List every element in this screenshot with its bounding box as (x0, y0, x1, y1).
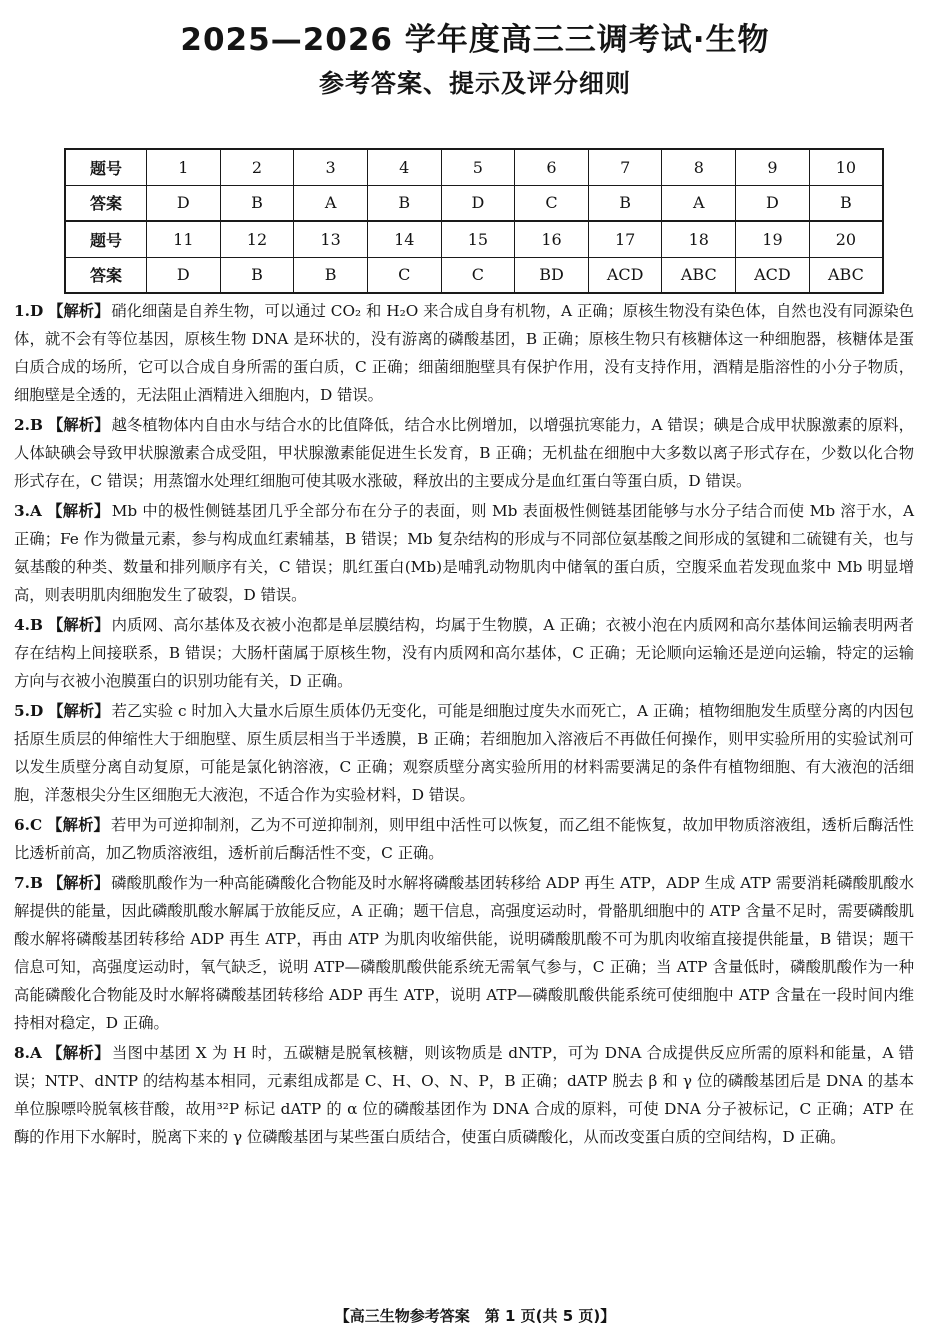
question-number: 6.C (14, 816, 43, 834)
table-cell: 4 (367, 149, 441, 185)
answer-label: 答案 (65, 185, 147, 221)
question-number: 8.A (14, 1044, 42, 1062)
explanation-text: 若甲为可逆抑制剂，乙为不可逆抑制剂，则甲组中活性可以恢复，而乙组不能恢复，故加甲物质溶液组，透析后酶活性比透析前高，加乙物质溶液组，透析前后酶活性不变，C 正确。 (14, 816, 914, 862)
table-cell: 3 (294, 149, 368, 185)
table-cell: C (515, 185, 589, 221)
table-cell: ABC (662, 257, 736, 293)
table-cell: 18 (662, 221, 736, 257)
table-cell: BD (515, 257, 589, 293)
table-cell: 9 (736, 149, 810, 185)
table-cell: B (809, 185, 883, 221)
analysis-tag: 【解析】 (47, 616, 110, 634)
table-cell: 8 (662, 149, 736, 185)
page-subtitle: 参考答案、提示及评分细则 (318, 69, 631, 98)
table-row-answers-1 (65, 185, 883, 221)
explanation-item (14, 1039, 914, 1151)
explanation-text: 当图中基团 X 为 H 时，五碳糖是脱氧核糖，则该物质是 dNTP，可为 DNA 合成提供反应所需的原料和能量，A 错误；NTP、dNTP 的结构基本相同，元素组成都是 C、H、O、N、P，B 正确；dATP 脱去 β 和 γ 位的磷酸基团后是 DNA 的基本单位腺嘌呤脱氧核苷酸，故用³²P 标记 dATP 的 α 位的磷酸基团作为 DNA 合成的原料，可使 DNA 分子被标记，C 正确；ATP 在酶的作用下水解时，脱离下来的 γ 位磷酸基团与某些蛋白质结合，使蛋白质磷酸化，从而改变蛋白质的空间结构，D 正确。 (14, 1044, 914, 1146)
table-cell: ACD (736, 257, 810, 293)
table-cell: B (220, 257, 294, 293)
explanation-item (14, 497, 914, 609)
table-cell: D (147, 185, 221, 221)
table-cell: 10 (809, 149, 883, 185)
page-title: 2025—2026 学年度高三三调考试·生物 (180, 22, 770, 58)
table-cell: C (441, 257, 515, 293)
header-label: 题号 (65, 221, 147, 257)
table-cell: 11 (147, 221, 221, 257)
explanation-text: 越冬植物体内自由水与结合水的比值降低，结合水比例增加，以增强抗寒能力，A 错误；碘是合成甲状腺激素的原料，人体缺碘会导致甲状腺激素合成受阻，甲状腺激素能促进生长发育，B 正确；无机盐在细胞中大多数以离子形式存在，少数以化合物形式存在，C 错误；用蒸馏水处理红细胞可使其吸水涨破，释放出的主要成分是血红蛋白等蛋白质，D 错误。 (14, 416, 914, 490)
table-cell: A (662, 185, 736, 221)
explanation-text: 磷酸肌酸作为一种高能磷酸化合物能及时水解将磷酸基团转移给 ADP 再生 ATP，ADP 生成 ATP 需要消耗磷酸肌酸水解提供的能量，因此磷酸肌酸水解属于放能反应，A 正确；题干信息，高强度运动时，骨骼肌细胞中的 ATP 含量不足时，需要磷酸肌酸水解将磷酸基团转移给 ADP 再生 ATP，再由 ATP 为肌肉收缩供能，说明磷酸肌酸不可为肌肉收缩直接提供能量，B 错误；题干信息可知，高强度运动时，氧气缺乏，说明 ATP—磷酸肌酸供能系统无需氧气参与，C 正确；当 ATP 含量低时，磷酸肌酸作为一种高能磷酸化合物能及时水解将磷酸基团转移给 ADP 再生 ATP，说明 ATP—磷酸肌酸供能系统可使细胞中 ATP 含量在一段时间内维持相对稳定，D 正确。 (14, 874, 914, 1032)
explanation-text: Mb 中的极性侧链基团几乎全部分布在分子的表面，则 Mb 表面极性侧链基团能够与水分子结合而使 Mb 溶于水，A 正确；Fe 作为微量元素，参与构成血红素辅基，B 错误；Mb 复杂结构的形成与不同部位氨基酸之间形成的氢键和二硫键有关，也与氨基酸的种类、数量和排列顺序有关，C 错误；肌红蛋白(Mb)是哺乳动物肌肉中储氧的蛋白质，空腹采血若发现血浆中 Mb 明显增高，则表明肌肉细胞发生了破裂，D 错误。 (14, 502, 914, 604)
explanation-item (14, 297, 914, 409)
table-cell: 19 (736, 221, 810, 257)
table-cell: A (294, 185, 368, 221)
answer-table (64, 148, 884, 294)
explanation-item (14, 697, 914, 809)
table-cell: D (441, 185, 515, 221)
explanation-text: 若乙实验 c 时加入大量水后原生质体仍无变化，可能是细胞过度失水而死亡，A 正确；植物细胞发生质壁分离的内因包括原生质层的伸缩性大于细胞壁、原生质层相当于半透膜，B 正确；若细胞加入溶液后不再做任何操作，则甲实验所用的实验试剂可以发生质壁分离自动复原，可能是氯化钠溶液，C 正确；观察质壁分离实验所用的材料需要满足的条件有植物细胞、有大液泡的活细胞，洋葱根尖分生区细胞无大液泡，不适合作为实验材料，D 错误。 (14, 702, 914, 804)
header-label: 题号 (65, 149, 147, 185)
question-number: 5.D (14, 702, 44, 720)
question-number: 7.B (14, 874, 43, 892)
explanation-item (14, 869, 914, 1037)
table-row-numbers-2 (65, 221, 883, 257)
table-cell: 12 (220, 221, 294, 257)
table-cell: 13 (294, 221, 368, 257)
table-cell: 15 (441, 221, 515, 257)
explanation-text: 硝化细菌是自养生物，可以通过 CO₂ 和 H₂O 来合成自身有机物，A 正确；原核生物没有染色体，自然也没有同源染色体，就不会有等位基因，原核生物 DNA 是环状的，没有游离的磷酸基团，B 正确；原核生物只有核糖体这一种细胞器，核糖体是蛋白质合成的场所，它可以合成自身所需的蛋白质，C 正确；细菌细胞壁具有保护作用，没有支持作用，酒精是脂溶性的小分子物质，细胞壁是全透的，无法阻止酒精进入细胞内，D 错误。 (14, 302, 914, 404)
explanation-item (14, 811, 914, 867)
table-cell: 6 (515, 149, 589, 185)
table-cell: D (147, 257, 221, 293)
table-cell: D (736, 185, 810, 221)
analysis-tag: 【解析】 (47, 502, 110, 520)
table-cell: 14 (367, 221, 441, 257)
table-row-numbers-1 (65, 149, 883, 185)
table-cell: B (294, 257, 368, 293)
analysis-tag: 【解析】 (47, 874, 110, 892)
table-cell: 1 (147, 149, 221, 185)
page-footer: 【高三生物参考答案 第 1 页(共 5 页)】 (334, 1307, 616, 1325)
analysis-tag: 【解析】 (47, 416, 110, 434)
analysis-tag: 【解析】 (47, 1044, 110, 1062)
question-number: 3.A (14, 502, 42, 520)
analysis-tag: 【解析】 (47, 816, 109, 834)
table-cell: B (367, 185, 441, 221)
table-cell: 16 (515, 221, 589, 257)
table-cell: ACD (588, 257, 662, 293)
table-row-answers-2 (65, 257, 883, 293)
analysis-tag: 【解析】 (48, 302, 110, 320)
question-number: 2.B (14, 416, 43, 434)
table-cell: 17 (588, 221, 662, 257)
question-number: 1.D (14, 302, 44, 320)
question-number: 4.B (14, 616, 43, 634)
answer-label: 答案 (65, 257, 147, 293)
explanation-item (14, 611, 914, 695)
table-cell: 20 (809, 221, 883, 257)
table-cell: ABC (809, 257, 883, 293)
explanation-item (14, 411, 914, 495)
table-cell: B (220, 185, 294, 221)
table-cell: B (588, 185, 662, 221)
explanations-list (14, 297, 914, 1153)
analysis-tag: 【解析】 (48, 702, 110, 720)
explanation-text: 内质网、高尔基体及衣被小泡都是单层膜结构，均属于生物膜，A 正确；衣被小泡在内质网和高尔基体间运输表明两者存在结构上间接联系，B 错误；大肠杆菌属于原核生物，没有内质网和高尔基体，C 正确；无论顺向运输还是逆向运输，特定的运输方向与衣被小泡膜蛋白的识别功能有关，D 正确。 (14, 616, 914, 690)
table-cell: 7 (588, 149, 662, 185)
table-cell: 2 (220, 149, 294, 185)
table-cell: C (367, 257, 441, 293)
table-cell: 5 (441, 149, 515, 185)
